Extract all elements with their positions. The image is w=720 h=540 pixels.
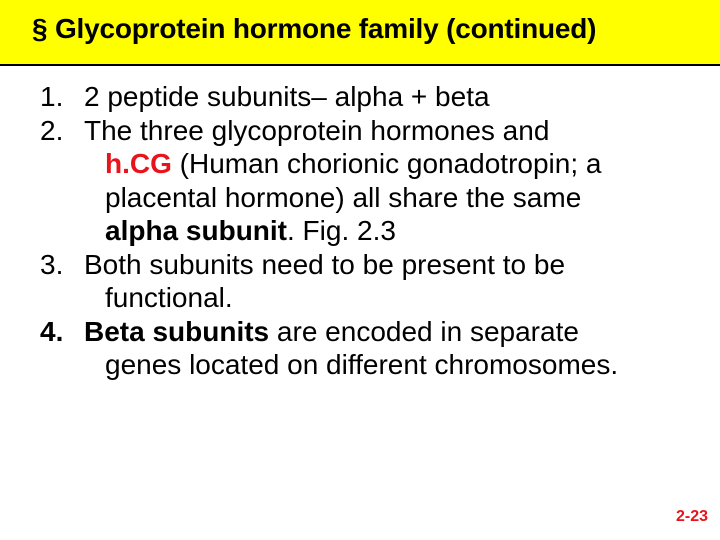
item-text: (Human chorionic gonadotropin; a (171, 148, 602, 179)
list-item-1 (40, 80, 700, 114)
item-text: The three glycoprotein hormones and (84, 114, 550, 146)
item-text: genes located on different chromosomes. (105, 349, 619, 380)
item-text: Both subunits need to be present to be (84, 248, 566, 280)
item-text: 2 peptide subunits– alpha + beta (84, 81, 490, 112)
page-number: 2-23 (675, 508, 708, 525)
hcg-term: h.CG (105, 148, 172, 179)
list-item-2 (40, 114, 700, 248)
list-item-3 (40, 248, 700, 315)
item-number: 2. (40, 114, 64, 146)
item-text: placental hormone) all share the same (105, 181, 582, 213)
beta-subunits-term: Beta subunits (84, 315, 270, 347)
item-text-line (84, 315, 700, 349)
item-text: functional. (105, 282, 233, 313)
item-number: 4. (40, 315, 64, 347)
title-bar (0, 0, 720, 66)
slide-title: § Glycoprotein hormone family (continued) (32, 13, 597, 44)
item-text-line (84, 147, 700, 181)
list-item-4 (40, 315, 700, 382)
item-text: are encoded in separate (269, 315, 579, 347)
item-text-line (84, 214, 700, 248)
item-text: . Fig. 2.3 (287, 215, 396, 246)
alpha-subunit-term: alpha subunit (105, 215, 287, 246)
bullet-list (40, 80, 700, 382)
item-number: 1. (40, 81, 64, 112)
item-number: 3. (40, 248, 64, 280)
